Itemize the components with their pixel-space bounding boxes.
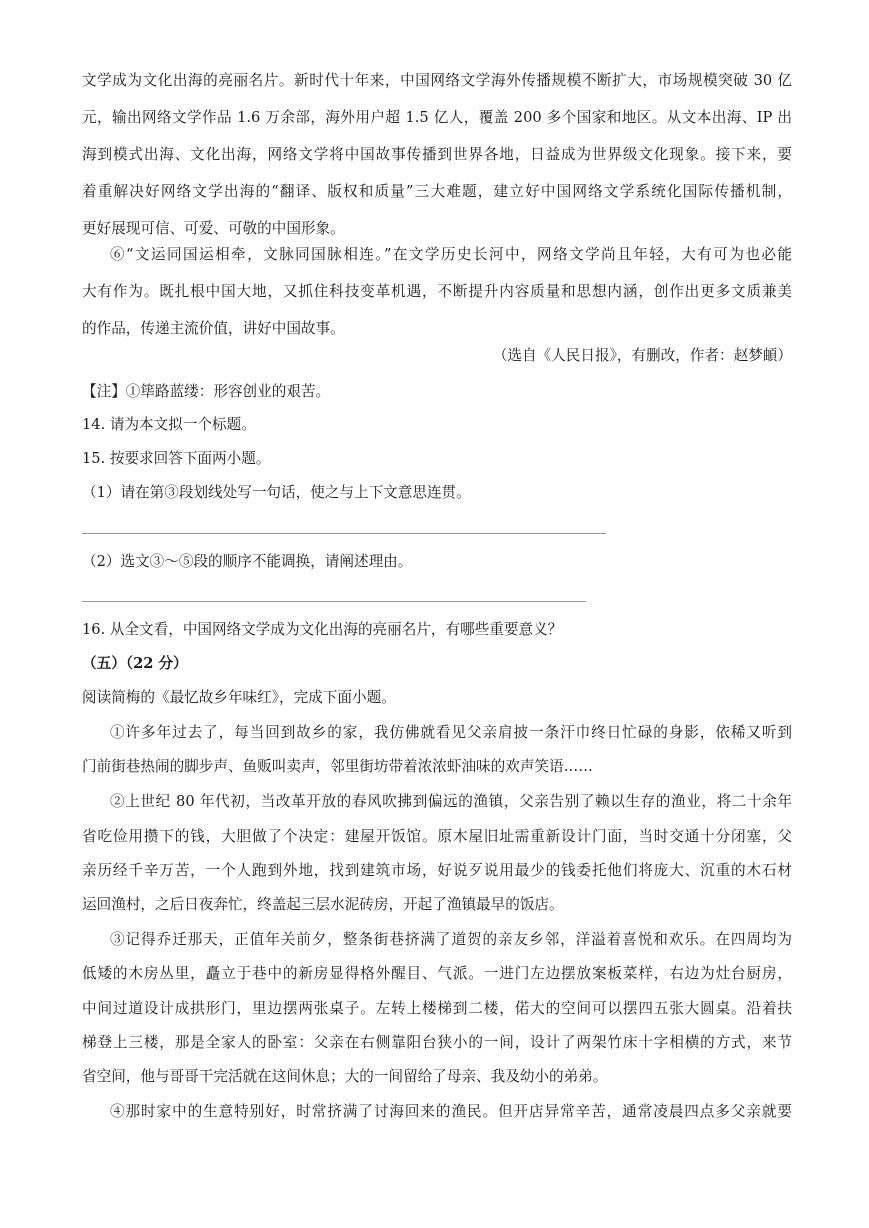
s5-paragraph-3-line-3: 中间过道设计成拱形门，里边摆两张桌子。左转上楼梯到二楼，偌大的空间可以摆四五张大圆桌。沿着扶 [82, 1000, 792, 1017]
question-15: 15. 按要求回答下面两小题。 [82, 450, 271, 467]
s5-paragraph-2-line-2: 省吃俭用攒下的钱，大胆做了个决定：建屋开饭馆。原木屋旧址需重新设计门面，当时交通十分闭塞，父 [82, 828, 792, 845]
s5-paragraph-1-line-2: 门前街巷热闹的脚步声、鱼贩叫卖声，邻里街坊带着浓浓虾油味的欢声笑语…… [82, 758, 593, 775]
paragraph-5-line-1: 文学成为文化出海的亮丽名片。新时代十年来，中国网络文学海外传播规模不断扩大，市场规模突破 30 亿 [82, 72, 792, 89]
paragraph-6-line-2: 大有作为。既扎根中国大地，又抓住科技变革机遇，不断提升内容质量和思想内涵，创作出更多文质兼美 [82, 283, 792, 300]
s5-paragraph-2-line-1: ②上世纪 80 年代初，当改革开放的春风吹拂到偏远的渔镇，父亲告别了赖以生存的渔业，将二十余年 [110, 793, 792, 810]
s5-paragraph-2-line-3: 亲历经千辛万苦，一个人跑到外地，找到建筑市场，好说歹说用最少的钱委托他们将庞大、沉重的木石材 [82, 862, 792, 879]
answer-line-15-1[interactable] [82, 533, 606, 534]
s5-paragraph-3-line-1: ③记得乔迁那天，正值年关前夕，整条街巷挤满了道贺的亲友乡邻，洋溢着喜悦和欢乐。在四周均为 [110, 931, 792, 948]
question-15-1: （1）请在第③段划线处写一句话，使之与上下文意思连贯。 [82, 484, 471, 501]
paragraph-6-line-1: ⑥“文运同国运相牵，文脉同国脉相连。”在文学历史长河中，网络文学尚且年轻，大有可为也必能 [110, 246, 792, 263]
paragraph-5-line-4: 着重解决好网络文学出海的“翻译、版权和质量”三大难题，建立好中国网络文学系统化国际传播机制， [82, 183, 792, 200]
s5-paragraph-3-line-4: 梯登上三楼，那是全家人的卧室：父亲在右侧靠阳台狭小的一间，设计了两架竹床十字相横的方式，来节 [82, 1034, 792, 1051]
paragraph-5-line-5: 更好展现可信、可爱、可敬的中国形象。 [82, 220, 345, 237]
section-five-intro: 阅读简梅的《最忆故乡年味红》，完成下面小题。 [82, 689, 396, 706]
s5-paragraph-3-line-5: 省空间，他与哥哥干完活就在这间休息；大的一间留给了母亲、我及幼小的弟弟。 [82, 1068, 608, 1085]
s5-paragraph-1-line-1: ①许多年过去了，每当回到故乡的家，我仿佛就看见父亲肩披一条汗巾终日忙碌的身影，依稀又听到 [110, 724, 792, 741]
paragraph-5-line-2: 元，输出网络文学作品 1.6 万余部，海外用户超 1.5 亿人，覆盖 200 多个国家和地区。从文本出海、IP 出 [82, 109, 792, 126]
paragraph-6-line-3: 的作品，传递主流价值，讲好中国故事。 [82, 320, 345, 337]
s5-paragraph-4-line-1: ④那时家中的生意特别好，时常挤满了讨海回来的渔民。但开店异常辛苦，通常凌晨四点多父亲就要 [110, 1103, 792, 1120]
paragraph-5-line-3: 海到模式出海、文化出海，网络文学将中国故事传播到世界各地，日益成为世界级文化现象。接下来，要 [82, 146, 792, 163]
footnote: 【注】①筚路蓝缕：形容创业的艰苦。 [82, 383, 331, 400]
s5-paragraph-3-line-2: 低矮的木房丛里，矗立于巷中的新房显得格外醒目、气派。一进门左边摆放案板菜样，右边为灶台厨房， [82, 965, 792, 982]
section-five-heading: （五）（22 分） [82, 655, 188, 672]
s5-paragraph-2-line-4: 运回渔村，之后日夜奔忙，终盖起三层水泥砖房，开起了渔镇最早的饭店。 [82, 896, 564, 913]
question-15-2: （2）选文③～⑤段的顺序不能调换，请阐述理由。 [82, 553, 413, 570]
source-citation: （选自《人民日报》，有删改，作者：赵梦頔） [492, 347, 792, 364]
question-14: 14. 请为本文拟一个标题。 [82, 416, 256, 433]
question-16: 16. 从全文看，中国网络文学成为文化出海的亮丽名片，有哪些重要意义？ [82, 621, 563, 638]
answer-line-15-2[interactable] [82, 601, 586, 602]
